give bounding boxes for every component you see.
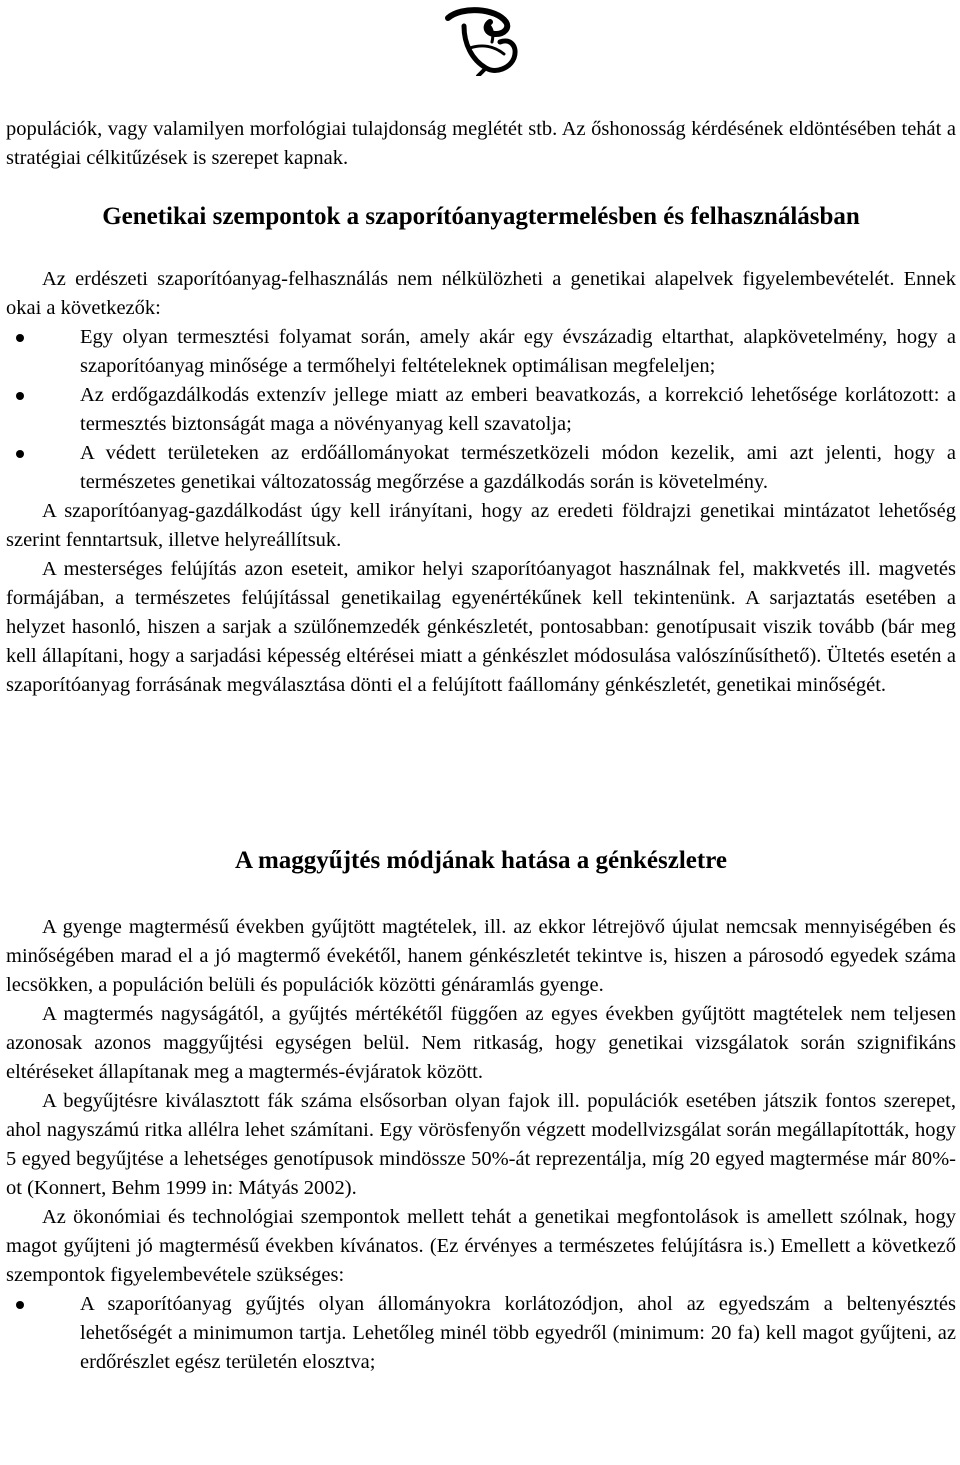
- section1-bullet-list: [6, 323, 956, 497]
- section1-intro-paragraph: Az erdészeti szaporítóanyag-felhasználás nem nélkülözheti a genetikai alapelvek figyelembevételét. Ennek okai a következők:: [6, 268, 956, 319]
- bullet-icon: [16, 1301, 24, 1309]
- section-heading-seed-collection: A maggyűjtés módjának hatása a génkészletre: [235, 847, 727, 874]
- section2-paragraph-4: Az ökonómiai és technológiai szempontok mellett tehát a genetikai megfontolások is amellett szólnak, hogy magot gyűjteni jó magtermésű években kívánatos. (Ez érvényes a természetes felújításra is.) Emellett a következő szempontok figyelembevétele szükséges:: [6, 1206, 956, 1286]
- bullet-icon: [16, 450, 24, 458]
- section-heading-genetics: Genetikai szempontok a szaporítóanyagtermelésben és felhasználásban: [102, 203, 860, 230]
- list-item-text: A védett területeken az erdőállományokat természetközeli módon kezelik, ami azt jelenti, hogy a természetes genetikai változatosság megőrzése a gazdálkodás során is követelmény.: [80, 442, 956, 493]
- section1-paragraph-2: A szaporítóanyag-gazdálkodást úgy kell irányítani, hogy az eredeti földrajzi genetikai mintázatot lehetőség szerint fenntartsuk, illetve helyreállítsuk.: [6, 500, 956, 551]
- section2-paragraph-2: A magtermés nagyságától, a gyűjtés mértékétől függően az egyes években gyűjtött magtételek nem teljesen azonosak azonos maggyűjtési egységen belül. Nem ritkaság, hogy genetikai vizsgálatok során szignifikáns eltéréseket állapítanak meg a magtermés-évjáratok között.: [6, 1003, 956, 1083]
- section2-bullet-list: [6, 1290, 956, 1377]
- list-item: [6, 323, 956, 381]
- section2-paragraph-1: A gyenge magtermésű években gyűjtött magtételek, ill. az ekkor létrejövő újulat nemcsak mennyiségében és minőségében marad el a jó magtermő évekétől, hanem génkészletét tekintve is, hiszen a párosodó egyedek száma lecsökken, a populáción belüli és populációk közötti génáramlás gyenge.: [6, 916, 956, 996]
- section1-paragraph-3: A mesterséges felújítás azon eseteit, amikor helyi szaporítóanyagot használnak fel, makkvetés ill. magvetés formájában, a természetes felújítással genetikailag egyenértékűnek kell tekintenünk. A sarjaztatás esetében a helyzet hasonló, hiszen a sarjak a szülőnemzedék génkészletét, pontosabban: genotípusait viszik tovább (bár meg kell állapítani, hogy a sarjadási képesség eltérései miatt a génkészlet módosulása valószínűsíthető). Ültetés esetén a szaporítóanyag forrásának megválasztása dönti el a felújított faállomány génkészletét, genetikai minőségét.: [6, 558, 956, 696]
- list-item: [6, 439, 956, 497]
- continuation-block: [6, 115, 956, 173]
- section2-paragraph-3: A begyűjtésre kiválasztott fák száma elsősorban olyan fajok ill. populációk esetében játszik fontos szerepet, ahol nagyszámú ritka allélra lehet számítani. Egy vörösfenyőn végzett modellvizsgálat során megállapították, hogy 5 egyed begyűjtése a lehetséges genotípusok mindössze 50%-át reprezentálja, míg 20 egyed magtermése már 80%-ot (Konnert, Behm 1999 in: Mátyás 2002).: [6, 1090, 956, 1199]
- continuation-paragraph: populációk, vagy valamilyen morfológiai tulajdonság meglétét stb. Az őshonosság kérdésének eldöntésében tehát a stratégiai célkitűzések is szerepet kapnak.: [6, 118, 956, 169]
- logo-icon: [434, 4, 534, 76]
- plant-symbol-icon: [434, 4, 534, 76]
- list-item: [6, 1290, 956, 1377]
- section2-body: [6, 913, 956, 1377]
- bullet-icon: [16, 392, 24, 400]
- list-item-text: Egy olyan termesztési folyamat során, amely akár egy évszázadig eltarthat, alapkövetelmény, hogy a szaporítóanyag minősége a termőhelyi feltételeknek optimálisan megfeleljen;: [80, 326, 956, 377]
- section1-body: [6, 265, 956, 700]
- list-item: [6, 381, 956, 439]
- bullet-icon: [16, 334, 24, 342]
- list-item-text: Az erdőgazdálkodás extenzív jellege miatt az emberi beavatkozás, a korrekció lehetősége korlátozott: a termesztés biztonságát maga a növényanyag kell szavatolja;: [80, 384, 956, 435]
- list-item-text: A szaporítóanyag gyűjtés olyan állományokra korlátozódjon, ahol az egyedszám a beltenyésztés lehetőségét a minimumon tartja. Lehetőleg minél több egyedről (minimum: 20 fa) kell magot gyűjteni, az erdőrészlet egész területén elosztva;: [80, 1293, 956, 1373]
